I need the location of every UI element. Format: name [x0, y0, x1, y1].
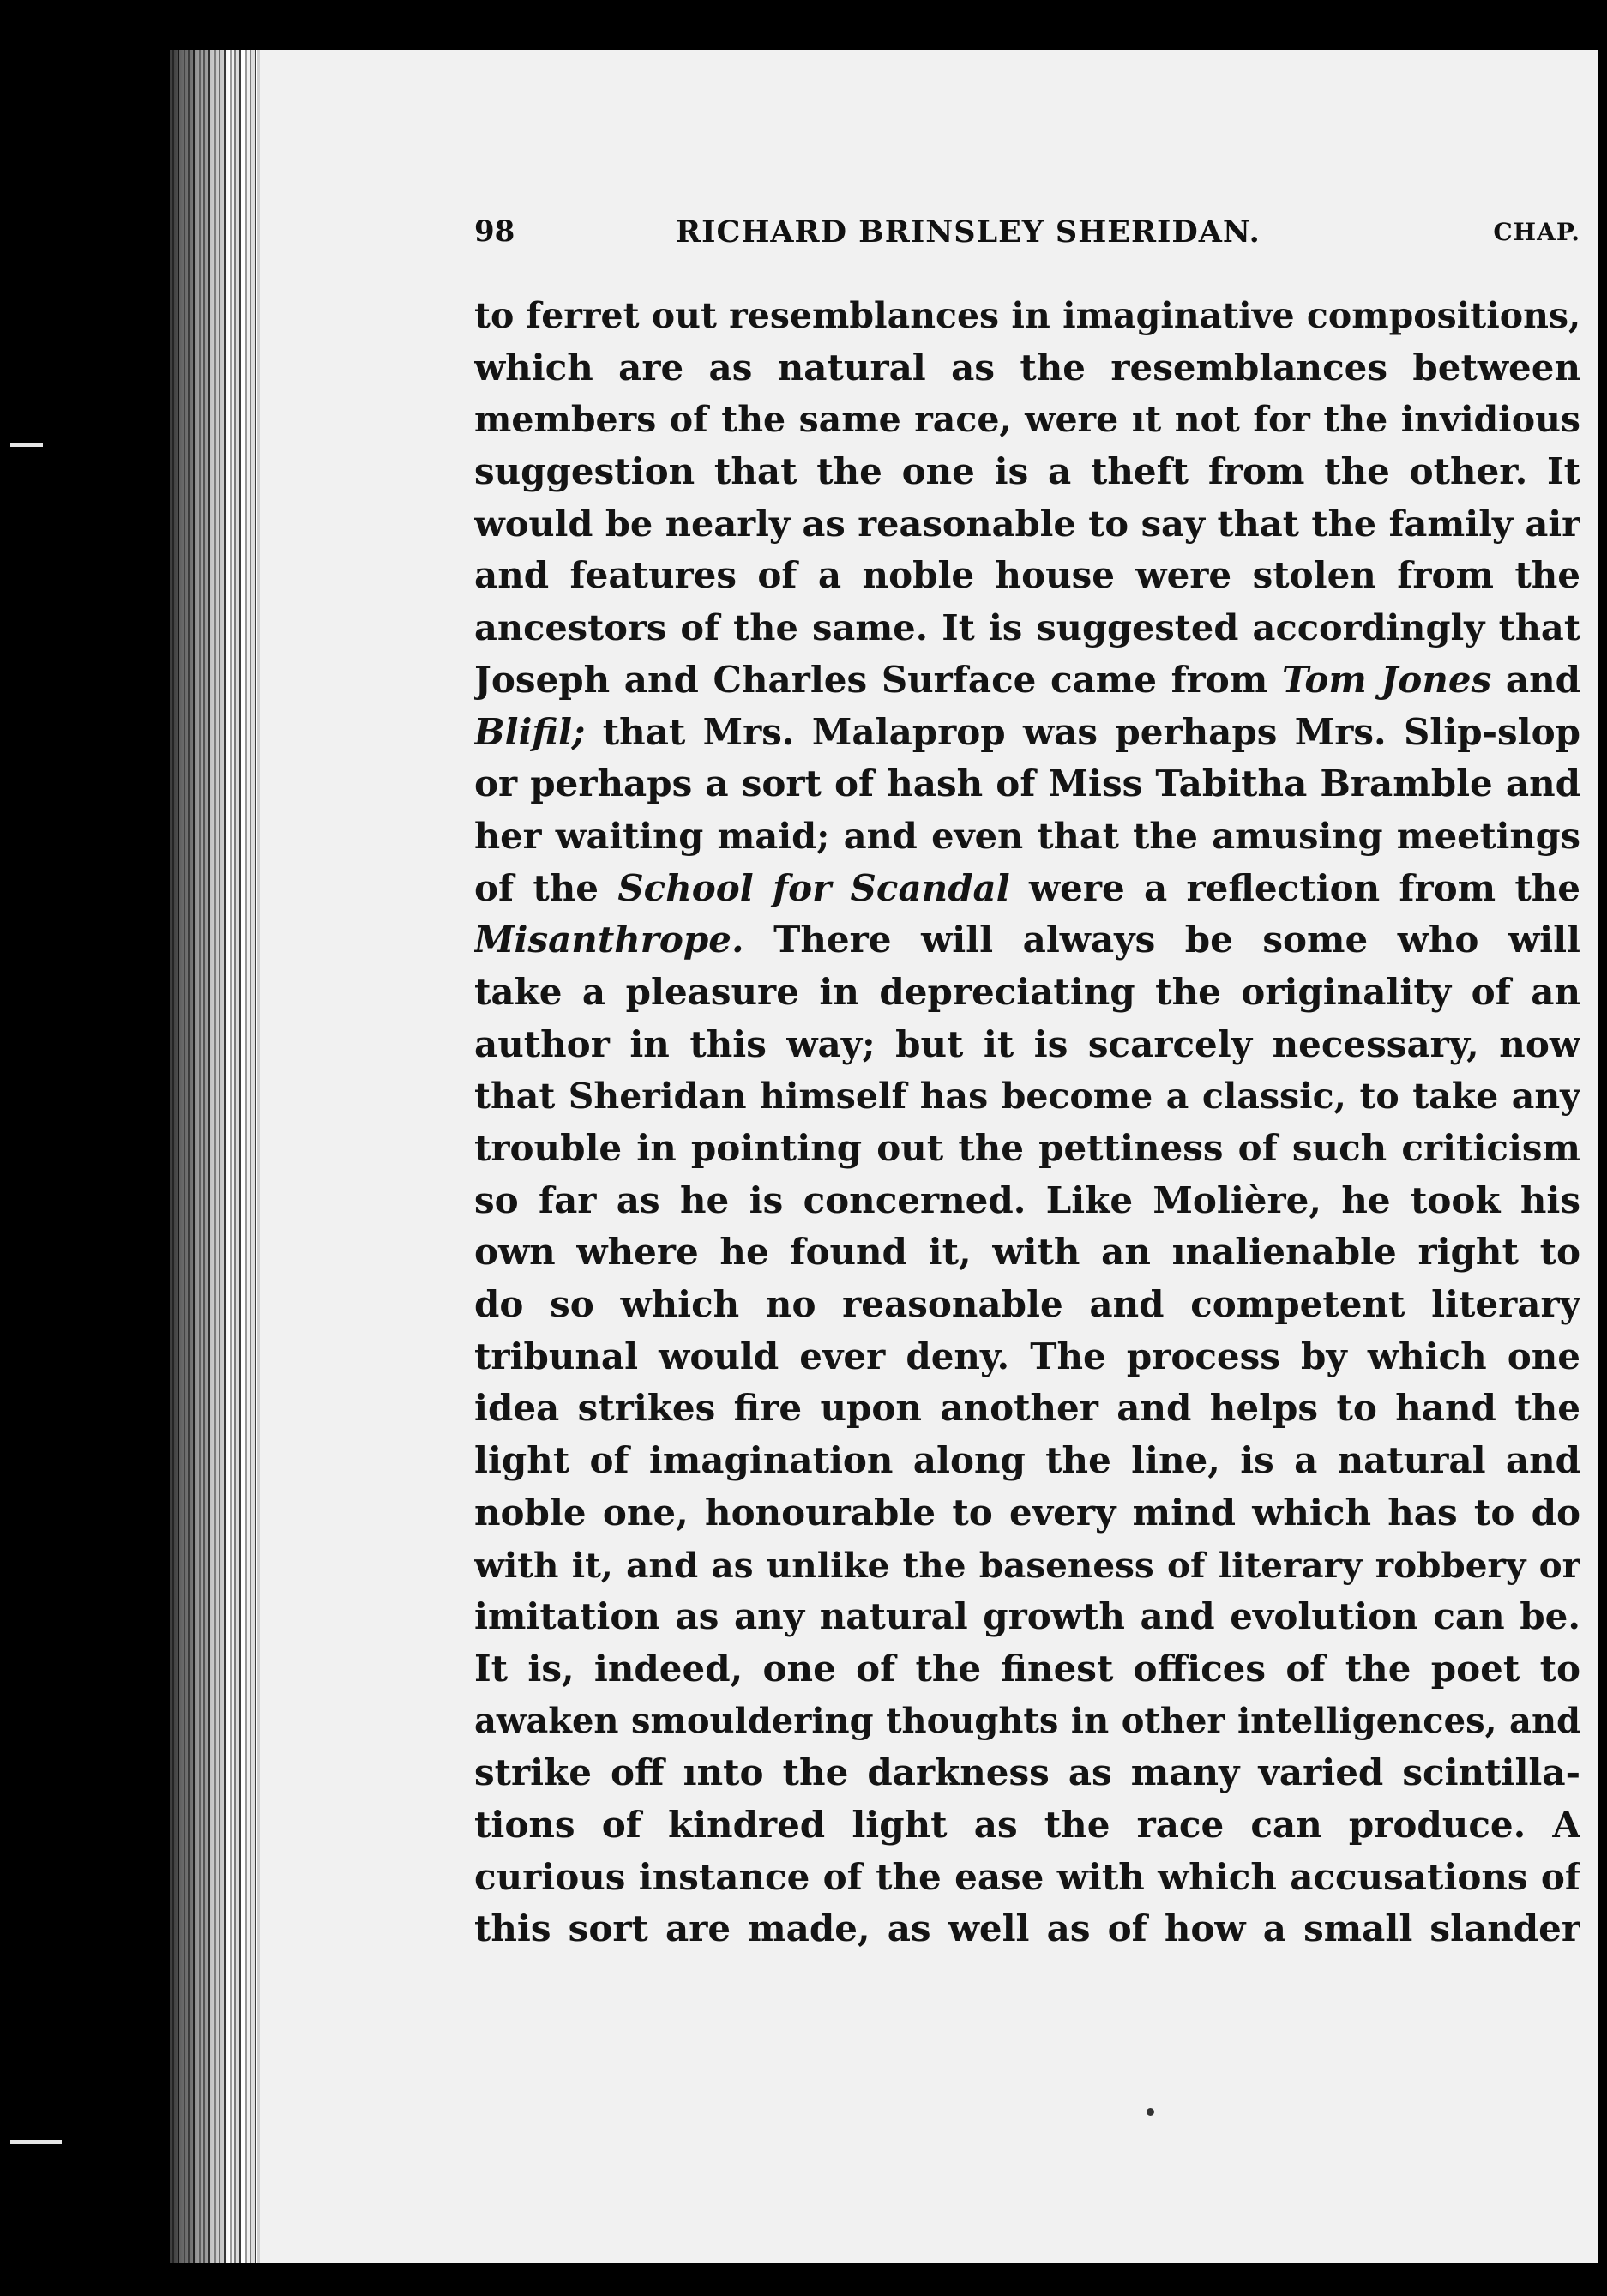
margin-mark: [10, 2140, 62, 2144]
text-line: imitation as any natural growth and evolution can be.: [474, 1595, 1580, 1638]
text-line: Misanthrope. There will always be some who will: [474, 919, 1580, 961]
text-line: her waiting maid; and even that the amusing meetings: [474, 814, 1580, 857]
text-line: that Sheridan himself has become a classic, to take any: [474, 1076, 1580, 1118]
text-line: ancestors of the same. It is suggested accordingly that: [474, 606, 1580, 649]
text-line: members of the same race, were ıt not for the invidious: [474, 399, 1580, 441]
page-number: 98: [474, 214, 515, 249]
text-line: It is, indeed, one of the finest offices of the poet to: [474, 1647, 1580, 1690]
text-line: curious instance of the ease with which accusations of: [474, 1855, 1580, 1898]
text-line: suggestion that the one is a theft from the other. It: [474, 450, 1580, 493]
text-line: of the School for Scandal were a reflection from the: [474, 866, 1580, 909]
chapter-label: CHAP.: [1493, 218, 1580, 246]
running-header: [474, 214, 1580, 266]
margin-mark: [10, 443, 43, 447]
text-line: with it, and as unlike the baseness of literary robbery or: [474, 1544, 1580, 1586]
text-line: Blifil; that Mrs. Malaprop was perhaps Mrs. Slip-slop: [474, 710, 1580, 753]
text-line: which are as natural as the resemblances between: [474, 346, 1580, 389]
text-line: awaken smouldering thoughts in other intelligences, and: [474, 1700, 1580, 1741]
text-line: or perhaps a sort of hash of Miss Tabitha Bramble and: [474, 762, 1580, 805]
text-line: Joseph and Charles Surface came from Tom Jones and: [474, 658, 1580, 701]
binding-shadow: [170, 50, 230, 2263]
text-line: author in this way; but it is scarcely necessary, now: [474, 1022, 1580, 1065]
page-speck: [1147, 2108, 1154, 2116]
text-line: take a pleasure in depreciating the originality of an: [474, 970, 1580, 1013]
text-line: this sort are made, as well as of how a small slander: [474, 1907, 1580, 1950]
text-line: would be nearly as reasonable to say that the family air: [474, 502, 1580, 545]
book-page: [257, 50, 1598, 2263]
text-line: to ferret out resemblances in imaginative compositions,: [474, 295, 1580, 336]
text-line: own where he found it, with an ınalienable right to: [474, 1231, 1580, 1274]
text-line: trouble in pointing out the pettiness of such criticism: [474, 1127, 1580, 1169]
text-line: do so which no reasonable and competent literary: [474, 1283, 1580, 1326]
text-line: light of imagination along the line, is a natural and: [474, 1439, 1580, 1482]
text-line: idea strikes fire upon another and helps to hand the: [474, 1387, 1580, 1430]
text-line: tribunal would ever deny. The process by which one: [474, 1335, 1580, 1377]
running-title: RICHARD BRINSLEY SHERIDAN.: [676, 214, 1261, 250]
text-line: so far as he is concerned. Like Molière, he took his: [474, 1178, 1580, 1221]
text-line: strike off ınto the darkness as many varied scintilla-: [474, 1751, 1580, 1794]
body-text: [474, 290, 1580, 1956]
text-line: noble one, honourable to every mind which has to do: [474, 1491, 1580, 1534]
text-line: tions of kindred light as the race can produce. A: [474, 1803, 1580, 1846]
text-line: and features of a noble house were stolen from the: [474, 554, 1580, 597]
